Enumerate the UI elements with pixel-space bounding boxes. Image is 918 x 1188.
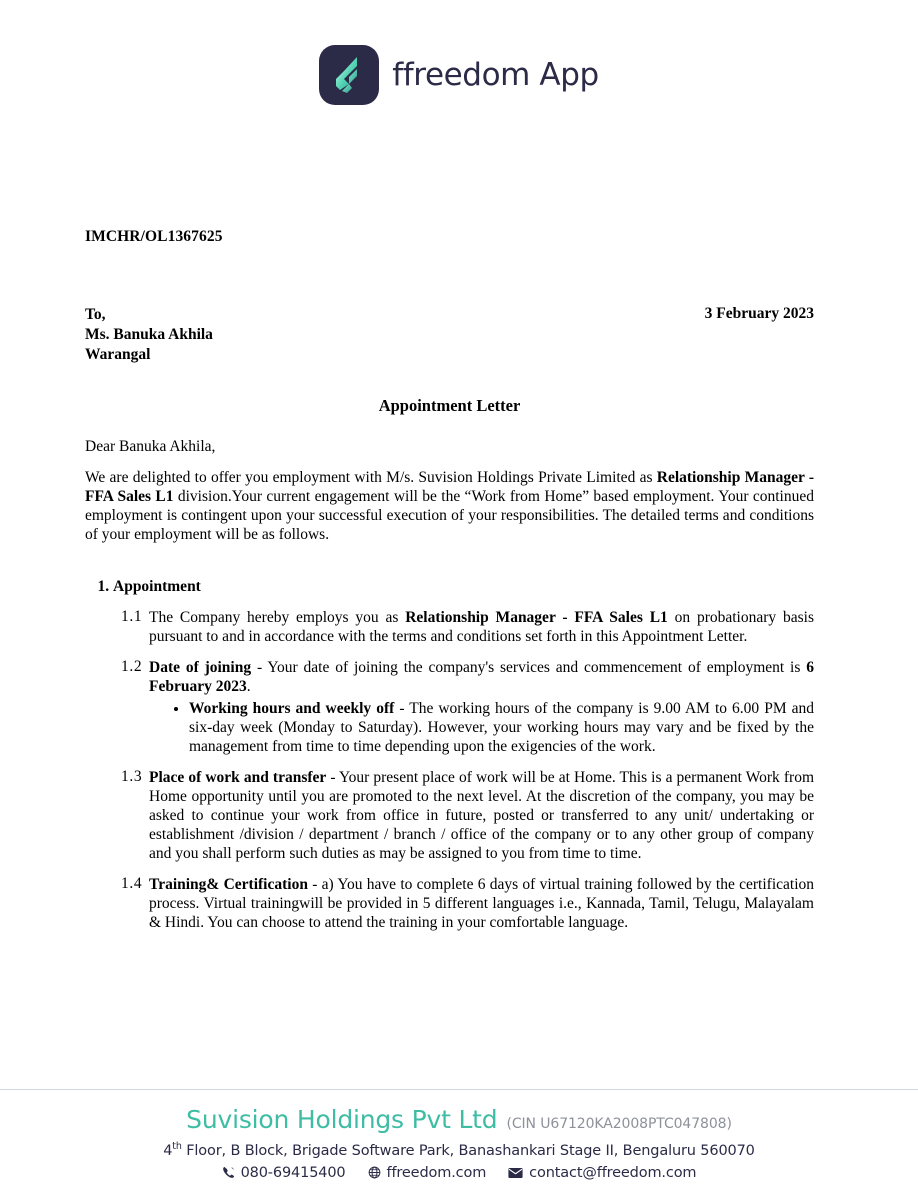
clause-number: 1.3 (121, 767, 143, 785)
clause-1-3 (113, 768, 814, 863)
bullet-lead-bold: Working hours and weekly off (189, 699, 395, 717)
brand-wordmark: ffreedom App (392, 57, 599, 93)
intro-text-1: We are delighted to offer you employment with M/s. Suvision Holdings Private Limited as (85, 469, 657, 486)
letter-date: 3 February 2023 (704, 305, 814, 322)
footer-email-address: contact@ffreedom.com (529, 1164, 697, 1181)
clause-1-2 (113, 658, 814, 755)
document-footer (0, 1105, 918, 1181)
clause-body (149, 768, 814, 863)
terms-list (85, 578, 814, 932)
joining-date-bold: 6 February 2023 (149, 659, 814, 696)
globe-icon (368, 1166, 381, 1179)
phone-icon (222, 1166, 235, 1179)
salutation: Dear Banuka Akhila, (85, 438, 216, 455)
section-subitems (113, 608, 814, 932)
address-rest: Floor, B Block, Brigade Software Park, Banashankari Stage II, Bengaluru 560070 (181, 1142, 755, 1159)
ffreedom-wing-logo-icon (319, 45, 379, 105)
clause-text-1: - Your date of joining the company's services and commencement of employment is (251, 659, 807, 677)
footer-phone-number: 080-69415400 (240, 1164, 346, 1181)
clause-text-1: - Your present place of work will be at Home. This is a permanent Work from Home opportunity until you are promoted to the next level. At the discretion of the company, you may be asked to continue your work from office in future, posted or transferred to any unit/ undertaking or establishment /division / department / branch / office of the company or to any other group of company and you shall perform such duties as may be assigned to you from time to time. (149, 768, 814, 862)
intro-paragraph (85, 468, 814, 544)
page-title: Appointment Letter (378, 396, 521, 415)
clause-1-1 (113, 608, 814, 646)
clause-text-2: on probationary basis pursuant to and in accordance with the terms and conditions set forth in this Appointment Letter. (149, 609, 814, 646)
section-appointment (113, 578, 814, 932)
brand-logo-lockup (319, 45, 599, 105)
footer-website[interactable] (368, 1165, 487, 1181)
clause-body (149, 658, 814, 755)
footer-address (0, 1141, 918, 1159)
recipient-address-block (85, 305, 213, 364)
footer-website-url: ffreedom.com (386, 1164, 487, 1181)
recipient-name: Ms. Banuka Akhila (85, 325, 213, 343)
clause-lead-bold: Place of work and transfer (149, 768, 327, 786)
address-floor-number: 4 (163, 1142, 173, 1159)
address-ordinal-suffix: th (172, 1141, 182, 1152)
section-heading: Appointment (113, 578, 201, 596)
recipient-city: Warangal (85, 345, 151, 363)
clause-text-1: - a) You have to complete 6 days of virtual training followed by the certification process. Virtual trainingwill be provided in 5 different languages i.e., Kannada, Tamil, Telugu, Malayalam & Hindi. You can choose to attend the training in your comfortable language. (149, 876, 814, 932)
bullet-working-hours (189, 699, 814, 756)
clause-bullet-list (149, 699, 814, 756)
clause-lead-bold: Date of joining (149, 659, 252, 677)
clause-body (149, 875, 814, 932)
clause-role-bold: Relationship Manager - FFA Sales L1 (405, 609, 668, 627)
clause-body (149, 608, 814, 646)
clause-text-1: The Company hereby employs you as (149, 609, 406, 627)
clause-number: 1.2 (121, 658, 143, 676)
footer-company-line (186, 1105, 732, 1134)
footer-contacts (0, 1165, 918, 1181)
intro-text-2: division.Your current engagement will be the “Work from Home” based employment. Your continued employment is contingent upon your successful execution of your responsibilities. The detailed terms and conditions of your employment will be as follows. (85, 488, 814, 544)
letter-content (85, 438, 814, 934)
bullet-text: - The working hours of the company is 9.00 AM to 6.00 PM and six-day week (Monday to Saturday). However, your working hours may vary and be fixed by the management from time to time depending upon the exigencies of the work. (189, 699, 815, 755)
clause-lead-bold: Training& Certification (149, 876, 308, 893)
to-label: To, (85, 306, 106, 323)
footer-email[interactable] (508, 1165, 696, 1181)
clause-1-4 (113, 875, 814, 932)
footer-cin: (CIN U67120KA2008PTC047808) (506, 1116, 732, 1132)
clause-number: 1.1 (121, 608, 143, 626)
footer-divider (0, 1089, 918, 1090)
document-header (0, 0, 918, 105)
clause-text-2: . (246, 678, 251, 696)
reference-number: IMCHR/OL1367625 (85, 228, 223, 245)
intro-role-bold: Relationship Manager - FFA Sales L1 (85, 469, 814, 506)
envelope-icon (508, 1167, 523, 1179)
clause-number: 1.4 (121, 875, 143, 892)
address-date-row (85, 305, 814, 364)
footer-phone[interactable] (222, 1165, 346, 1181)
footer-company-name: Suvision Holdings Pvt Ltd (186, 1105, 498, 1134)
